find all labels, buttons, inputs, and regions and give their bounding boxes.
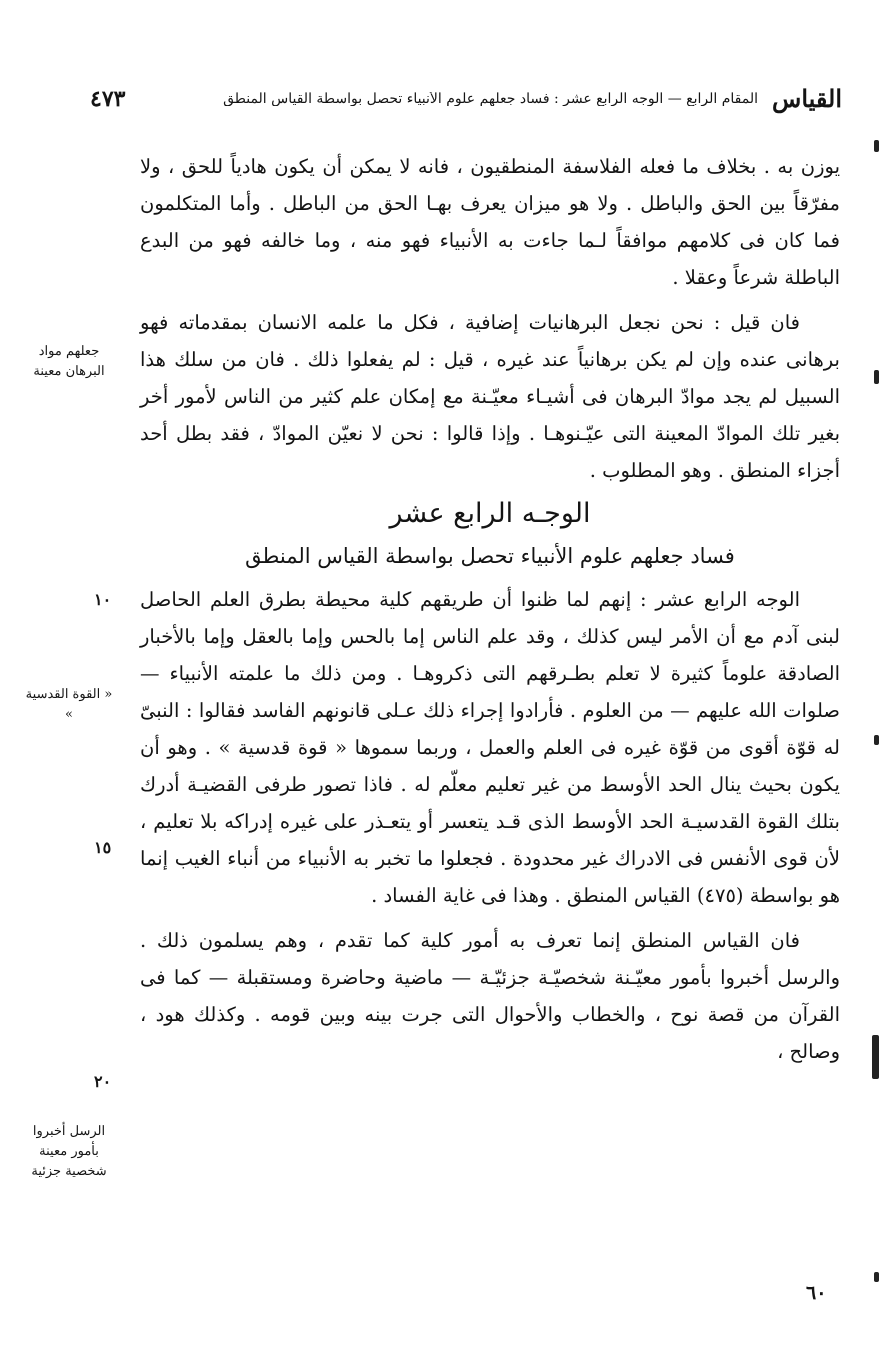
line-number-20: ٢٠ (94, 1072, 112, 1091)
paragraph-1: يوزن به . بخلاف ما فعله الفلاسفة المنطقيون ، فانه لا يمكن أن يكون هادياً للحق ، ولا مفرّقاً بين الحق والباطل . ولا هو ميزان يعرف بهـا الحق من الباطل . وأما المتكلمون فما كان فى كلامهم موافقاً لـما جاءت به الأنبياء فهو منه ، وما خالفه فهو من البدع الباطلة شرعاً وعقلا . (140, 155, 840, 289)
paragraph-2: فان قيل : نحن نجعل البرهانيات إضافية ، فكل ما علمه الانسان بمقدماته فهو برهانى عنده وإن لم يكن برهانياً عند غيره ، قيل : لم يفعلوا ذلك . فان من سلك هذا السبيل لم يجد موادّ البرهان فى أشيـاء معيّـنة مع إمكان علم كثير من الناس لأمور أخر بغير تلك الموادّ المعينة التى عيّـنوهـا . وإذا قالوا : نحن لا نعيّن الموادّ ، فقد بطل أحد أجزاء المنطق . وهو المطلوب . (140, 311, 840, 482)
header-subtitle: المقام الرابع — الوجه الرابع عشر : فساد جعلهم علوم الأنبياء تحصل بواسطة القياس المنطق (223, 92, 759, 106)
margin-note-1: جعلهم مواد البرهان معينة (33, 344, 105, 379)
scan-edge-mark (874, 370, 879, 384)
running-header (90, 83, 842, 115)
scan-edge-mark (872, 1035, 879, 1079)
margin-note-3: الرسل أخبروا بأمور معينة شخصية جزئية (31, 1124, 107, 1179)
paragraph-gap (140, 296, 840, 304)
paragraph-gap (140, 914, 840, 922)
paragraph-4: فان القياس المنطق إنما تعرف به أمور كلية كما تقدم ، وهم يسلمون ذلك . والرسل أخبروا بأمور معيّـنة شخصيّـة جزئيّـة — ماضية وحاضرة ومستقبلة — كما فى القرآن من قصة نوح ، والخطاب والأحوال التى جرت بينه وبين قومه . وكذلك هود ، وصالح ، (140, 929, 840, 1063)
line-number-15: ١٥ (94, 838, 112, 857)
page-number: ٤٧٣ (90, 86, 126, 112)
section-subtitle: فساد جعلهم علوم الأنبياء تحصل بواسطة القياس المنطق (245, 544, 735, 568)
footer-folio: ٦٠ (806, 1282, 827, 1304)
header-title: القياس (772, 84, 842, 113)
margin-note-2: « القوة القدسية » (25, 687, 113, 722)
scan-edge-mark (874, 1272, 879, 1282)
main-text (140, 148, 840, 1070)
line-number-10: ١٠ (94, 590, 112, 609)
section-title: الوجـه الرابع عشر (389, 498, 591, 529)
scan-edge-mark (874, 140, 879, 152)
scan-edge-mark (874, 735, 879, 745)
paragraph-3: الوجه الرابع عشر : إنهم لما ظنوا أن طريقهم كلية محيطة بطرق العلم الحاصل لبنى آدم مع أن الأمر ليس كذلك ، وقد علم الناس إما بالحس وإما بالعقل وإما بالأخبار الصادقة علوماً كثيرة لا تعلم بطـرقهم التى ذكروهـا . ومن ذلك ما علمته الأنبياء — صلوات الله عليهم — من العلوم . فأرادوا إجراء ذلك عـلى قانونهم الفاسد فقالوا : النبىّ له قوّة أقوى من قوّة غيره فى العلم والعمل ، وربما سموها « قوة قدسية » . وهو أن يكون بحيث ينال الحد الأوسط من غير تعليم معلّم له . فاذا تصور طرفى القضيـة أدرك بتلك القوة القدسيـة الحد الأوسط الذى قـد يتعسر أو يتعـذر على غيره إدراكه بلا تعليم ، لأن قوى الأنفس فى الادراك غير محدودة . فجعلوا ما تخبر به الأنبياء من أنباء الغيب إنما هو بواسطة (٤٧٥) القياس المنطق . وهذا فى غاية الفساد . (140, 588, 840, 907)
